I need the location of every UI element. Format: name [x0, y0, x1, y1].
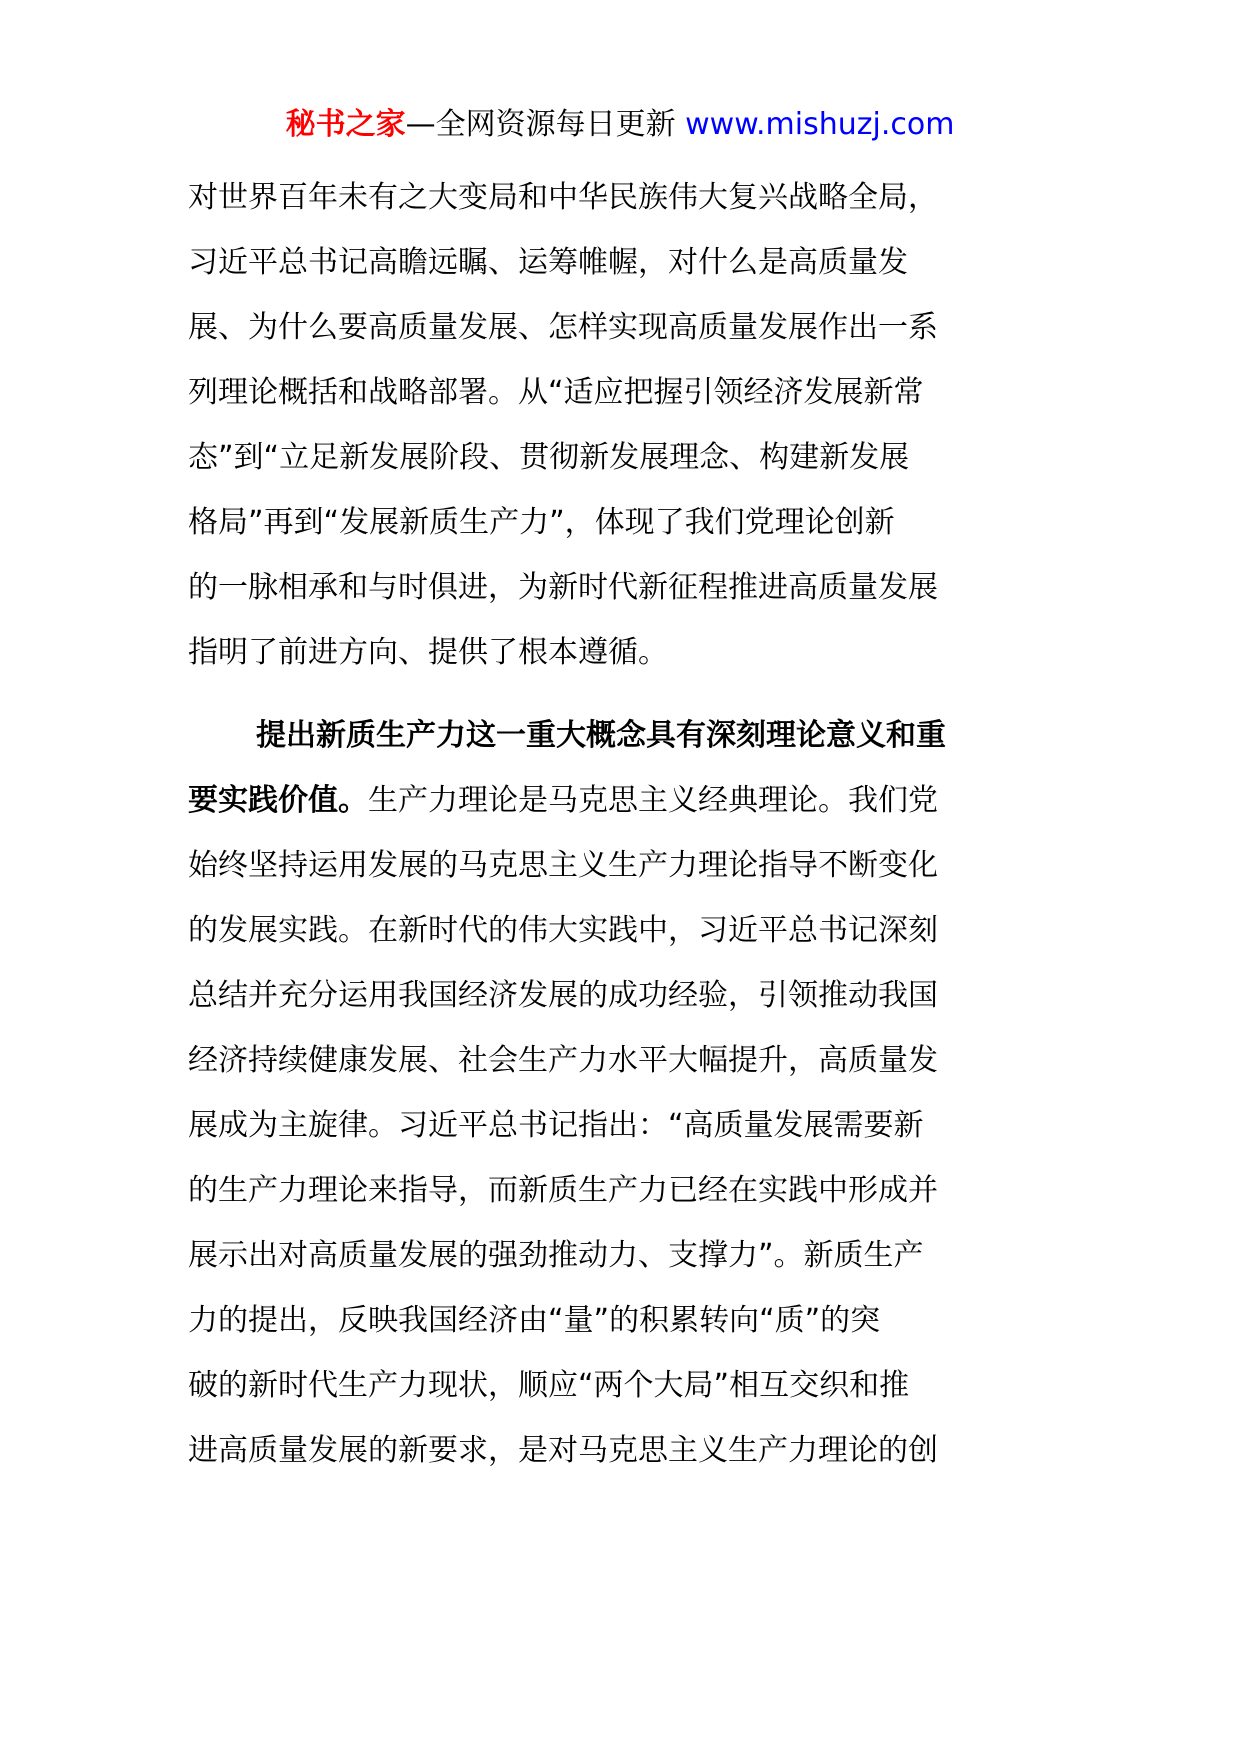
text-line: 指明了前进方向、提供了根本遵循。: [188, 635, 668, 670]
text-line: 的生产力理论来指导，而新质生产力已经在实践中形成并: [188, 1173, 938, 1208]
text-line: 经济持续健康发展、社会生产力水平大幅提升，高质量发: [188, 1043, 938, 1078]
bold-lead-end: 要实践价值。: [188, 783, 368, 818]
text-line: 对世界百年未有之大变局和中华民族伟大复兴战略全局，: [188, 180, 938, 215]
text-line: 破的新时代生产力现状，顺应“两个大局”相互交织和推: [188, 1368, 910, 1403]
text-line: 的发展实践。在新时代的伟大实践中，习近平总书记深刻: [188, 913, 938, 948]
paragraph-1: [188, 165, 1056, 685]
text-line: 展示出对高质量发展的强劲推动力、支撑力”。新质生产: [188, 1238, 924, 1273]
text-line: 总结并充分运用我国经济发展的成功经验，引领推动我国: [188, 978, 938, 1013]
text-line: 进高质量发展的新要求，是对马克思主义生产力理论的创: [188, 1433, 938, 1468]
text-line: 力的提出，反映我国经济由“量”的积累转向“质”的突: [188, 1303, 881, 1338]
text-line: 态”到“立足新发展阶段、贯彻新发展理念、构建新发展: [188, 440, 910, 475]
header-tagline: —全网资源每日更新: [405, 107, 676, 142]
text-line: 格局”再到“发展新质生产力”，体现了我们党理论创新: [188, 505, 895, 540]
brand-name: 秘书之家: [285, 107, 406, 142]
text-line-continuation: 生产力理论是马克思主义经典理论。我们党: [368, 783, 938, 818]
paragraph-2: [188, 703, 1056, 1483]
text-line: 展成为主旋律。习近平总书记指出：“高质量发展需要新: [188, 1108, 924, 1143]
site-url-link[interactable]: www.mishuzj.com: [685, 107, 955, 142]
page-header: [0, 100, 1240, 150]
text-line: 习近平总书记高瞻远瞩、运筹帷幄，对什么是高质量发: [188, 245, 908, 280]
text-line: 列理论概括和战略部署。从“适应把握引领经济发展新常: [188, 375, 924, 410]
text-line: 展、为什么要高质量发展、怎样实现高质量发展作出一系: [188, 310, 938, 345]
document-body: [188, 165, 1056, 1483]
text-line-mixed: [188, 768, 1056, 833]
bold-lead-line: 提出新质生产力这一重大概念具有深刻理论意义和重: [256, 718, 946, 753]
text-line: 始终坚持运用发展的马克思主义生产力理论指导不断变化: [188, 848, 938, 883]
text-line: 的一脉相承和与时俱进，为新时代新征程推进高质量发展: [188, 570, 938, 605]
